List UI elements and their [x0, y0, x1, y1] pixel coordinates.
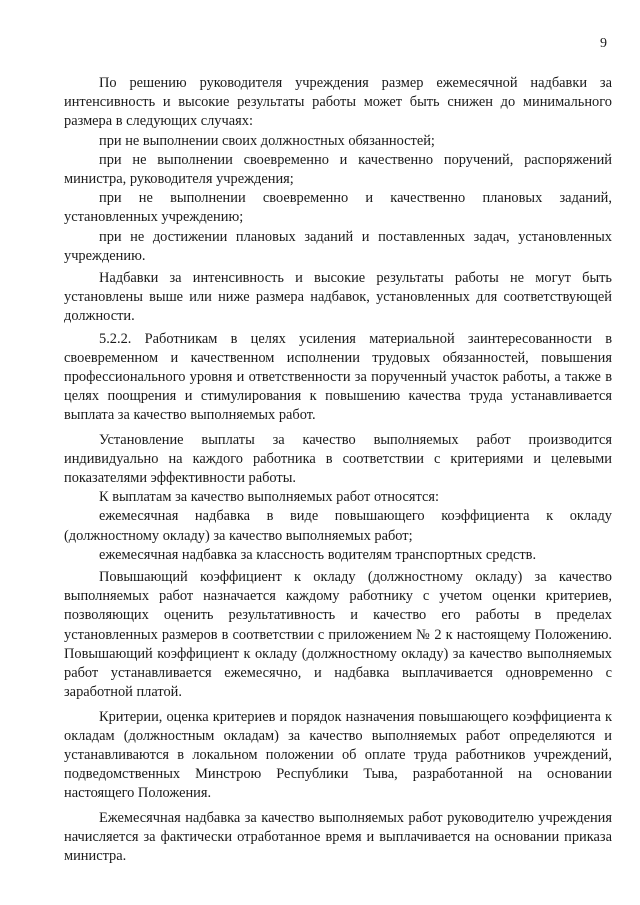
paragraph: 5.2.2. Работникам в целях усиления материальной заинтересованности в своевременном и качественном исполнении трудовых обязанностей, повышения профессионального уровня и ответственности за порученный участок работы, а также в целях поощрения и стимулирования к повышению качества труда устанавливается выплата за качество выполняемых работ.: [64, 330, 612, 424]
document-body: [64, 74, 612, 866]
list-item: при не выполнении своих должностных обязанностей;: [99, 132, 435, 149]
paragraph: Критерии, оценка критериев и порядок назначения повышающего коэффициента к окладам (должностным окладам) за качество выполняемых работ определяются и устанавливаются в локальном положении об оплате труда работников учреждений, подведомственных Минстрою Республики Тыва, разработанной на основании настоящего Положения.: [64, 708, 612, 802]
list-item: ежемесячная надбавка в виде повышающего коэффициента к окладу (должностному окладу) за качество выполняемых работ;: [64, 508, 612, 544]
paragraph: Надбавки за интенсивность и высокие результаты работы не могут быть установлены выше или ниже размера надбавок, установленных для соответствующей должности.: [64, 270, 612, 325]
list-item: при не достижении плановых заданий и поставленных задач, установленных учреждению.: [64, 228, 612, 264]
list-item: при не выполнении своевременно и качественно поручений, распоряжений министра, руководителя учреждения;: [64, 151, 612, 188]
page-number: 9: [600, 36, 607, 51]
paragraph: К выплатам за качество выполняемых работ относятся:: [99, 489, 439, 506]
paragraph: Установление выплаты за качество выполняемых работ производится индивидуально на каждого работника в соответствии с критериями и целевыми показателями эффективности работы.: [64, 431, 612, 487]
list-item: при не выполнении своевременно и качественно плановых заданий, установленных учреждению;: [64, 190, 612, 226]
paragraph: По решению руководителя учреждения размер ежемесячной надбавки за интенсивность и высокие результаты работы может быть снижен до минимального размера в следующих случаях:: [64, 75, 612, 130]
paragraph: Ежемесячная надбавка за качество выполняемых работ руководителю учреждения начисляется за фактически отработанное время и выплачивается на основании приказа министра.: [64, 809, 612, 864]
list-item: ежемесячная надбавка за классность водителям транспортных средств.: [99, 546, 537, 563]
paragraph: Повышающий коэффициент к окладу (должностному окладу) за качество выполняемых работ назначается каждому работнику с учетом оценки критериев, позволяющих оценить результативность и качество его работы в пределах установленных размеров в соответствии с приложением № 2 к настоящему Положению. Повышающий коэффициент к окладу (должностному окладу) за качество выполняемых работ устанавливается ежемесячно, и надбавка выплачивается одновременно с заработной платой.: [64, 569, 612, 701]
